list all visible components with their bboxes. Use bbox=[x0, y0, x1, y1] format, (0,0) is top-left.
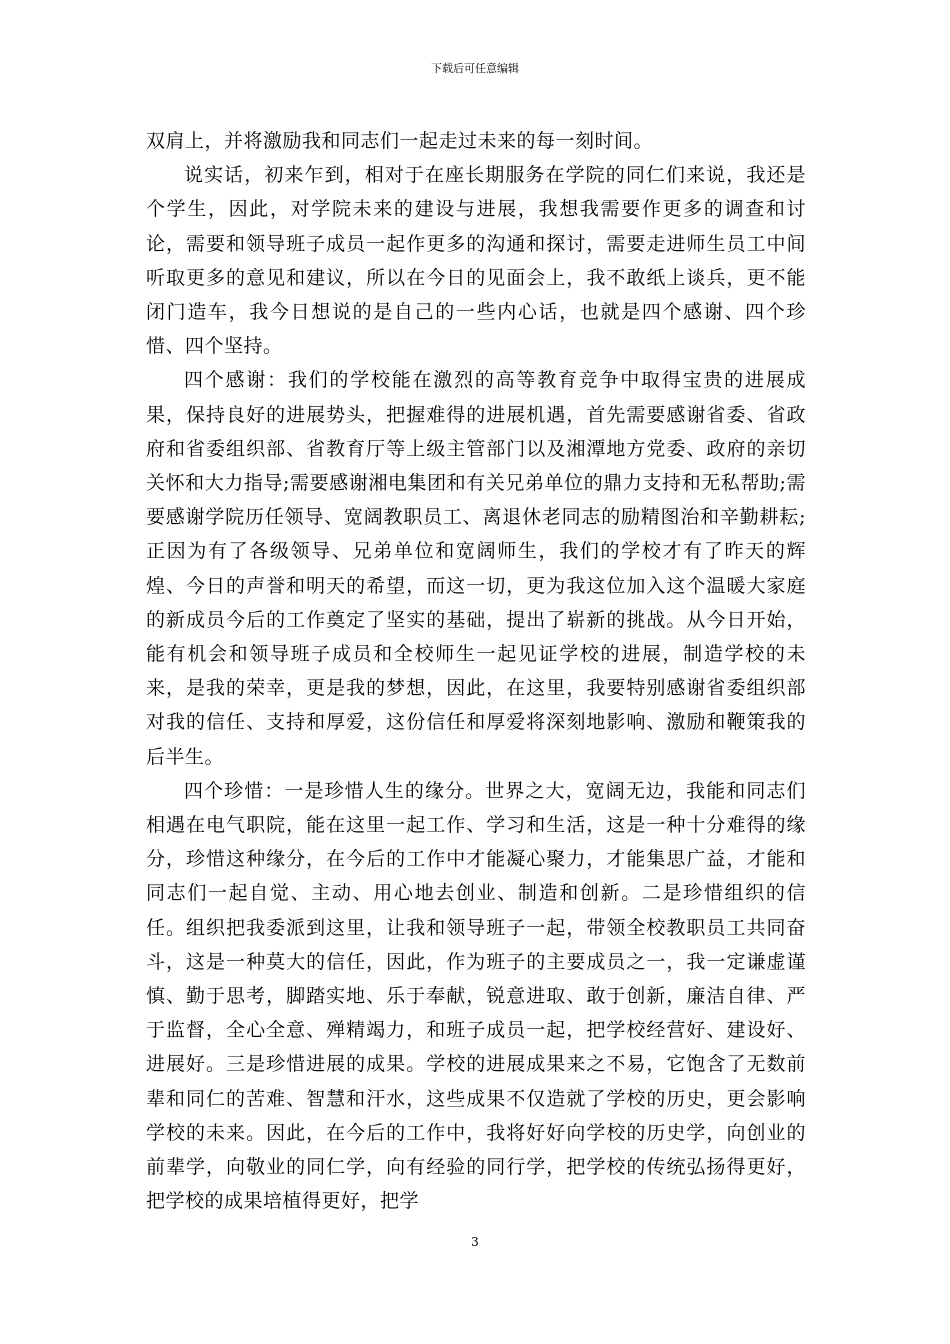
paragraph-continuation: 双肩上，并将激励我和同志们一起走过未来的每一刻时间。 bbox=[146, 130, 654, 152]
paragraph-four-thanks: 四个感谢：我们的学校能在激烈的高等教育竞争中取得宝贵的进展成果，保持良好的进展势头，把握难得的进展机遇，首先需要感谢省委、省政府和省委组织部、省教育厅等上级主管部门以及湘潭地方党委、政府的亲切关怀和大力指导;需要感谢湘电集团和有关兄弟单位的鼎力支持和无私帮助;需要感谢学院历任领导、宽阔教职员工、离退休老同志的励精图治和辛勤耕耘;正因为有了各级领导、兄弟单位和宽阔师生，我们的学校才有了昨天的辉煌、今日的声誉和明天的希望，而这一切，更为我这位加入这个温暖大家庭的新成员今后的工作奠定了坚实的基础，提出了崭新的挑战。从今日开始，能有机会和领导班子成员和全校师生一起见证学校的进展，制造学校的未来，是我的荣幸，更是我的梦想，因此，在这里，我要特别感谢省委组织部对我的信任、支持和厚爱，这份信任和厚爱将深刻地影响、激励和鞭策我的后半生。 bbox=[146, 369, 806, 768]
page-header: 下载后可任意编辑 bbox=[431, 62, 519, 75]
paragraph-opening-remarks: 说实话，初来乍到，相对于在座长期服务在学院的同仁们来说，我还是个学生，因此，对学院未来的建设与进展，我想我需要作更多的调查和讨论，需要和领导班子成员一起作更多的沟通和探讨，需要走进师生员工中间听取更多的意见和建议，所以在今日的见面会上，我不敢纸上谈兵，更不能闭门造车，我今日想说的是自己的一些内心话，也就是四个感谢、四个珍惜、四个坚持。 bbox=[146, 164, 806, 358]
page-number: 3 bbox=[471, 1235, 479, 1249]
document-body bbox=[146, 124, 806, 1219]
paragraph-four-cherish: 四个珍惜：一是珍惜人生的缘分。世界之大，宽阔无边，我能和同志们相遇在电气职院，能在这里一起工作、学习和生活，这是一种十分难得的缘分，珍惜这种缘分，在今后的工作中才能凝心聚力，才能集思广益，才能和同志们一起自觉、主动、用心地去创业、制造和创新。二是珍惜组织的信任。组织把我委派到这里，让我和领导班子一起，带领全校教职员工共同奋斗，这是一种莫大的信任，因此，作为班子的主要成员之一，我一定谦虚谨慎、勤于思考，脚踏实地、乐于奉献，锐意进取、敢于创新，廉洁自律、严于监督，全心全意、殚精竭力，和班子成员一起，把学校经营好、建设好、进展好。三是珍惜进展的成果。学校的进展成果来之不易，它饱含了无数前辈和同仁的苦难、智慧和汗水，这些成果不仅造就了学校的历史，更会影响学校的未来。因此，在今后的工作中，我将好好向学校的历史学，向创业的前辈学，向敬业的同仁学，向有经验的同行学，把学校的传统弘扬得更好，把学校的成果培植得更好，把学 bbox=[146, 779, 806, 1213]
